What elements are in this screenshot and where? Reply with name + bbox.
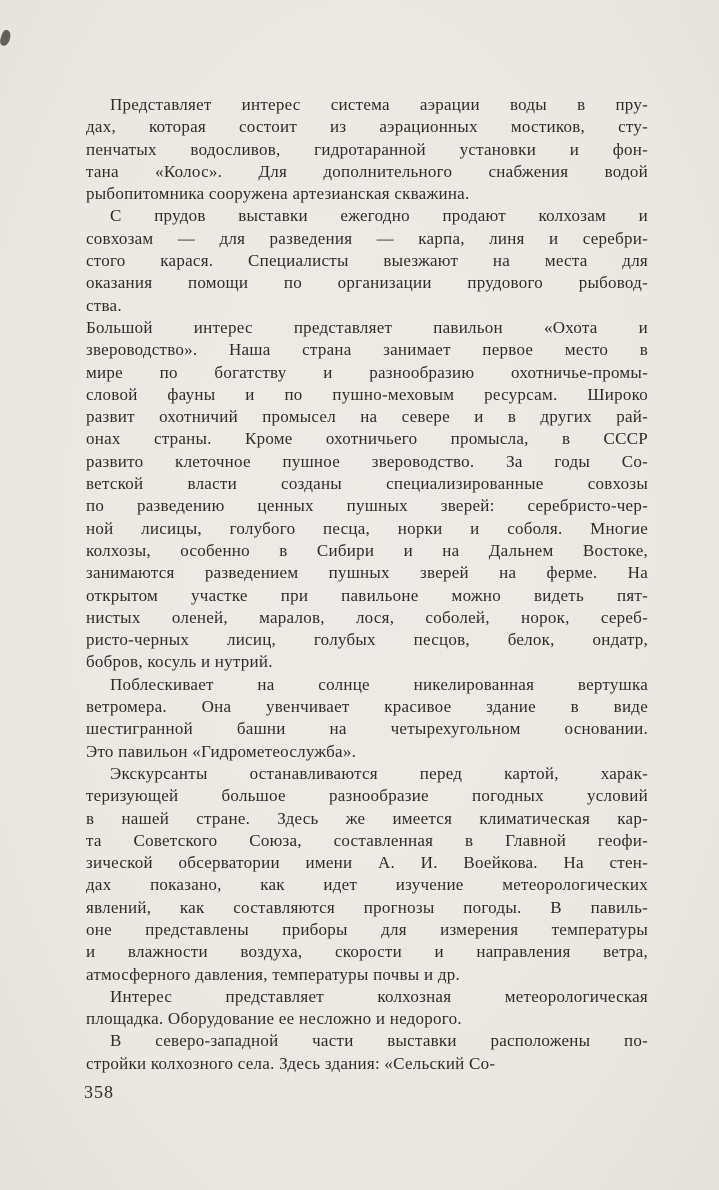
text-line: словой фауны и по пушно-меховым ресурсам. Широко xyxy=(86,384,648,404)
text-line: стройки колхозного села. Здесь здания: «Сельский Со- xyxy=(86,1053,496,1073)
text-line: дах показано, как идет изучение метеорологических xyxy=(86,875,648,895)
scan-artifact xyxy=(0,29,12,47)
text-line: Интерес представляет колхозная метеорологическая xyxy=(110,986,648,1006)
text-line: рыбопитомника сооружена артезианская скважина. xyxy=(86,184,470,204)
text-line: оказания помощи по организации прудового рыбовод- xyxy=(86,273,648,293)
paragraph xyxy=(86,986,648,1031)
text-line: стого карася. Специалисты выезжают на места для xyxy=(86,251,648,271)
text-line: Экскурсанты останавливаются перед картой, харак- xyxy=(110,763,648,783)
text-line: открытом участке при павильоне можно видеть пят- xyxy=(86,585,648,605)
text-line: ветромера. Она увенчивает красивое здание в виде xyxy=(86,697,648,717)
paragraph xyxy=(86,94,648,205)
text-line: теризующей большое разнообразие погодных условий xyxy=(86,786,648,806)
text-line: оне представлены приборы для измерения температуры xyxy=(86,919,648,939)
text-line: та Советского Союза, составленная в Главной геофи- xyxy=(86,830,648,850)
text-line: развит охотничий промысел на севере и в других рай- xyxy=(86,407,648,427)
text-line: ветской власти созданы специализированные совхозы xyxy=(86,474,648,494)
text-line: дах, которая состоит из аэрационных мостиков, сту- xyxy=(86,117,648,137)
text-line: С прудов выставки ежегодно продают колхозам и xyxy=(110,206,648,226)
paragraph xyxy=(86,205,648,316)
text-line: развито клеточное пушное звероводство. За годы Со- xyxy=(86,451,648,471)
text-line: В северо-западной части выставки расположены по- xyxy=(110,1031,648,1051)
text-line: Поблескивает на солнце никелированная вертушка xyxy=(110,674,648,694)
text-line: атмосферного давления, температуры почвы и др. xyxy=(86,964,460,984)
text-line: и влажности воздуха, скорости и направления ветра, xyxy=(86,942,648,962)
text-line: Представляет интерес система аэрации воды в пру- xyxy=(110,95,648,114)
text-line: мире по богатству и разнообразию охотничье-промы- xyxy=(86,362,648,382)
text-line: занимаются разведением пушных зверей на ферме. На xyxy=(86,563,648,583)
paragraph xyxy=(86,317,648,674)
text-line: тана «Колос». Для дополнительного снабжения водой xyxy=(86,161,648,181)
paragraph xyxy=(86,763,648,986)
text-line: по разведению ценных пушных зверей: серебристо-чер- xyxy=(86,496,648,516)
text-line: звероводство». Наша страна занимает первое место в xyxy=(86,340,648,360)
text-line: совхозам — для разведения — карпа, линя и серебри- xyxy=(86,228,648,248)
text-line: колхозы, особенно в Сибири и на Дальнем Востоке, xyxy=(86,540,648,560)
text-line: пенчатых водосливов, гидротаранной установки и фон- xyxy=(86,139,648,159)
text-line: бобров, косуль и нутрий. xyxy=(86,652,273,672)
text-block xyxy=(86,94,648,1075)
text-line: Большой интерес представляет павильон «Охота и xyxy=(86,317,648,337)
text-line: явлений, как составляются прогнозы погоды. В павиль- xyxy=(86,897,648,917)
text-line: ства. xyxy=(86,295,122,315)
text-line: площадка. Оборудование ее несложно и недорого. xyxy=(86,1009,462,1029)
text-line: онах страны. Кроме охотничьего промысла, в СССР xyxy=(86,429,648,449)
paragraph xyxy=(86,674,648,763)
text-line: нистых оленей, маралов, лося, соболей, норок, сереб- xyxy=(86,607,648,627)
text-line: ристо-черных лисиц, голубых песцов, белок, ондатр, xyxy=(86,630,648,650)
paragraph xyxy=(86,1030,648,1075)
page-number: 358 xyxy=(84,1082,114,1102)
text-line: шестигранной башни на четырехугольном основании. xyxy=(86,719,648,739)
text-line: Это павильон «Гидрометеослужба». xyxy=(86,741,357,761)
text-line: зической обсерватории имени А. И. Воейкова. На стен- xyxy=(86,853,648,873)
text-line: ной лисицы, голубого песца, норки и соболя. Многие xyxy=(86,518,648,538)
text-line: в нашей стране. Здесь же имеется климатическая кар- xyxy=(86,808,648,828)
